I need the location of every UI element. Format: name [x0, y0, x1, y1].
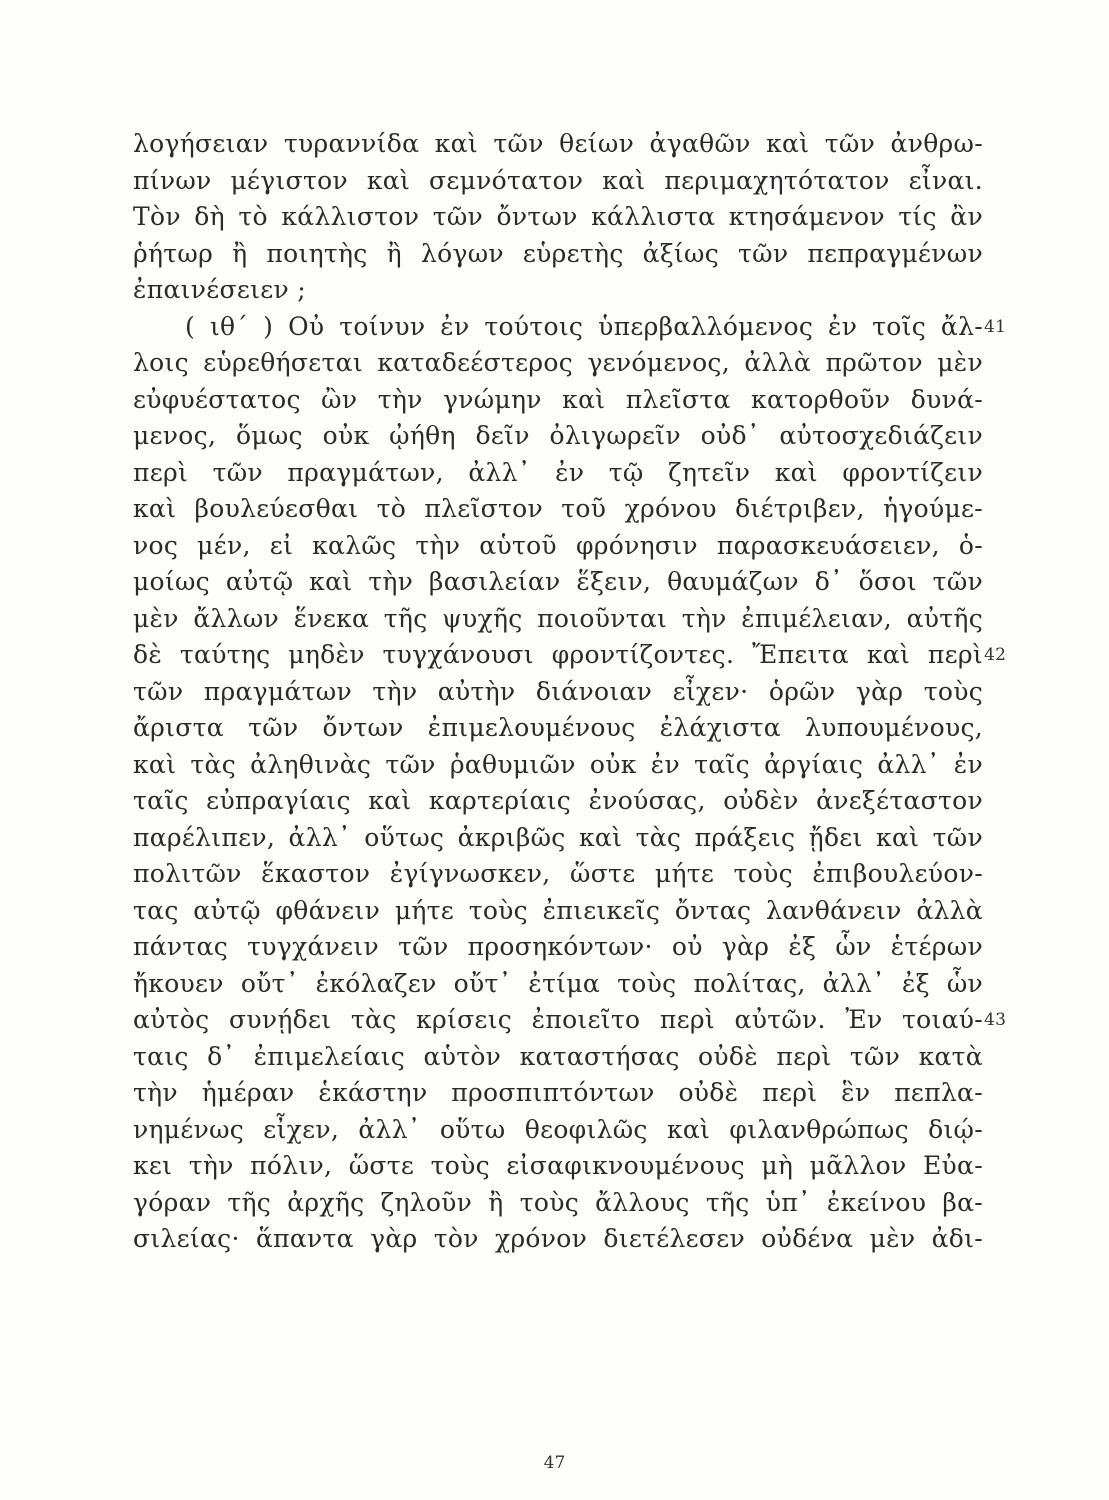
text-line: ταῖς εὐπραγίαις καὶ καρτερίαις ἐνούσας, οὐδὲν ἀνεξέταστον: [133, 786, 983, 815]
text-line-section-start: ( ιθ΄ ) Οὐ τοίνυν ἐν τούτοις ὑπερβαλλόμενος ἐν τοῖς ἄλ- 41: [133, 309, 983, 346]
text-line: ῥήτωρ ἢ ποιητὴς ἢ λόγων εὑρετὴς ἀξίως τῶν πεπραγμένων: [133, 238, 983, 268]
text-line: εὐφυέστατος ὢν τὴν γνώμην καὶ πλεῖστα κατορθοῦν δυνά-: [133, 384, 983, 414]
text-line: αὐτὸς συνῄδει τὰς κρίσεις ἐποιεῖτο περὶ αὐτῶν. Ἐν τοιαύ- 43: [133, 1002, 983, 1039]
text-line: περὶ τῶν πραγμάτων, ἀλλ᾿ ἐν τῷ ζητεῖν καὶ φροντίζειν: [133, 457, 983, 487]
text-line: πάντας τυγχάνειν τῶν προσηκόντων· οὐ γὰρ ἐξ ὧν ἑτέρων: [133, 932, 983, 961]
text-line: δὲ ταύτης μηδὲν τυγχάνουσι φροντίζοντες. Ἔπειτα καὶ περὶ 42: [133, 637, 983, 674]
text-line: κει τὴν πόλιν, ὥστε τοὺς εἰσαφικνουμένους μὴ μᾶλλον Εὐα-: [133, 1151, 983, 1180]
text-line: ἐπαινέσειεν ;: [133, 275, 306, 304]
text-line: ταις δ᾿ ἐπιμελείαις αὑτὸν καταστήσας οὐδὲ περὶ τῶν κατὰ: [133, 1041, 983, 1071]
text-line: τὴν ἡμέραν ἑκάστην προσπιπτόντων οὐδὲ περὶ ἓν πεπλα-: [133, 1078, 983, 1107]
section-number-43: 43: [984, 1010, 1007, 1030]
text-line: νος μέν, εἰ καλῶς τὴν αὑτοῦ φρόνησιν παρασκευάσειεν, ὁ-: [133, 530, 983, 560]
text-line: λογήσειαν τυραννίδα καὶ τῶν θείων ἀγαθῶν καὶ τῶν ἀνθρω-: [133, 129, 983, 158]
text-line: καὶ τὰς ἀληθινὰς τῶν ῥαθυμιῶν οὐκ ἐν ταῖς ἀργίαις ἀλλ᾿ ἐν: [133, 749, 983, 779]
text-line: μενος, ὅμως οὐκ ᾠήθη δεῖν ὀλιγωρεῖν οὐδ᾿ αὐτοσχεδιάζειν: [133, 421, 983, 450]
text-line: τας αὐτῷ φθάνειν μήτε τοὺς ἐπιεικεῖς ὄντας λανθάνειν ἀλλὰ: [133, 895, 983, 925]
text-line: μοίως αὐτῷ καὶ τὴν βασιλείαν ἕξειν, θαυμάζων δ᾿ ὅσοι τῶν: [133, 567, 983, 596]
text-line: γόραν τῆς ἀρχῆς ζηλοῦν ἢ τοὺς ἄλλους τῆς ὑπ᾿ ἐκείνου βα-: [133, 1187, 983, 1217]
text-line: ἤκουεν οὔτ᾿ ἐκόλαζεν οὔτ᾿ ἐτίμα τοὺς πολίτας, ἀλλ᾿ ἐξ ὧν: [133, 968, 983, 998]
section-number-42: 42: [984, 645, 1007, 665]
page-number: 47: [543, 1453, 566, 1473]
main-text: [133, 126, 1007, 1258]
text-line: παρέλιπεν, ἀλλ᾿ οὕτως ἀκριβῶς καὶ τὰς πράξεις ᾔδει καὶ τῶν: [133, 822, 983, 852]
text-line: καὶ βουλεύεσθαι τὸ πλεῖστον τοῦ χρόνου διέτριβεν, ἡγούμε-: [133, 494, 983, 523]
text-line: πολιτῶν ἕκαστον ἐγίγνωσκεν, ὥστε μήτε τοὺς ἐπιβουλεύον-: [133, 859, 983, 888]
text-line: τῶν πραγμάτων τὴν αὐτὴν διάνοιαν εἶχεν· ὁρῶν γὰρ τοὺς: [133, 676, 983, 706]
text-line: πίνων μέγιστον καὶ σεμνότατον καὶ περιμαχητότατον εἶναι.: [133, 165, 983, 195]
text-line: λοις εὑρεθήσεται καταδεέστερος γενόμενος, ἀλλὰ πρῶτον μὲν: [133, 348, 983, 377]
text-line: νημένως εἶχεν, ἀλλ᾿ οὕτω θεοφιλῶς καὶ φιλανθρώπως διῴ-: [133, 1114, 983, 1144]
section-number-41: 41: [984, 316, 1007, 337]
text-line: μὲν ἄλλων ἕνεκα τῆς ψυχῆς ποιοῦνται τὴν ἐπιμέλειαν, αὐτῆς: [133, 603, 983, 633]
text-line: Τὸν δὴ τὸ κάλλιστον τῶν ὄντων κάλλιστα κτησάμενον τίς ἂν: [133, 202, 983, 231]
text-line: ἄριστα τῶν ὄντων ἐπιμελουμένους ἐλάχιστα λυπουμένους,: [133, 713, 983, 742]
text-line: σιλείας· ἅπαντα γὰρ τὸν χρόνον διετέλεσεν οὐδένα μὲν ἀδι-: [133, 1224, 983, 1253]
